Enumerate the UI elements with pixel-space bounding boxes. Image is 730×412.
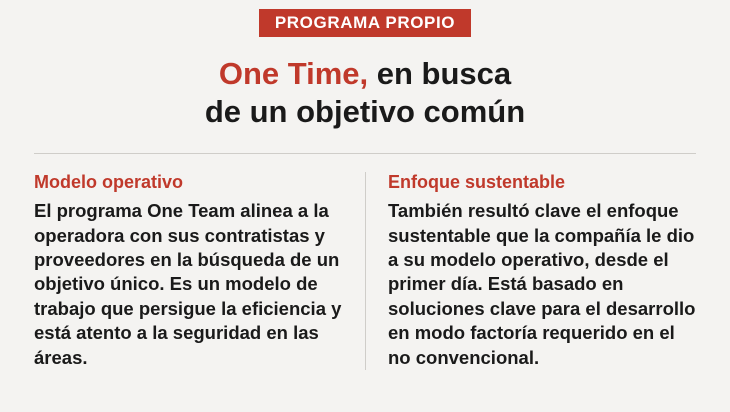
kicker-container	[0, 0, 730, 37]
page-title	[0, 55, 730, 131]
header-divider	[34, 153, 696, 154]
column-modelo-operativo	[34, 172, 365, 370]
column-title: Modelo operativo	[34, 171, 184, 192]
column-body: El programa One Team alinea a la operadora con sus contratistas y proveedores en la búsqueda de un objetivo único. Es un modelo de trabajo que persigue la eficiencia y está atento a la seguridad en las áreas.	[34, 200, 342, 368]
columns-container	[34, 172, 696, 370]
headline-rest: en busca	[368, 56, 512, 91]
column-title: Enfoque sustentable	[388, 171, 566, 192]
headline-accent: One Time,	[218, 56, 369, 91]
column-enfoque-sustentable	[365, 172, 696, 370]
kicker-badge: PROGRAMA PROPIO	[259, 9, 471, 37]
column-body: También resultó clave el enfoque sustentable que la compañía le dio a su modelo operativo, desde el primer día. Está basado en soluciones clave para el desarrollo en modo factoría requerido en el no convencional.	[388, 200, 696, 368]
headline-line-2: de un objetivo común	[204, 93, 526, 129]
